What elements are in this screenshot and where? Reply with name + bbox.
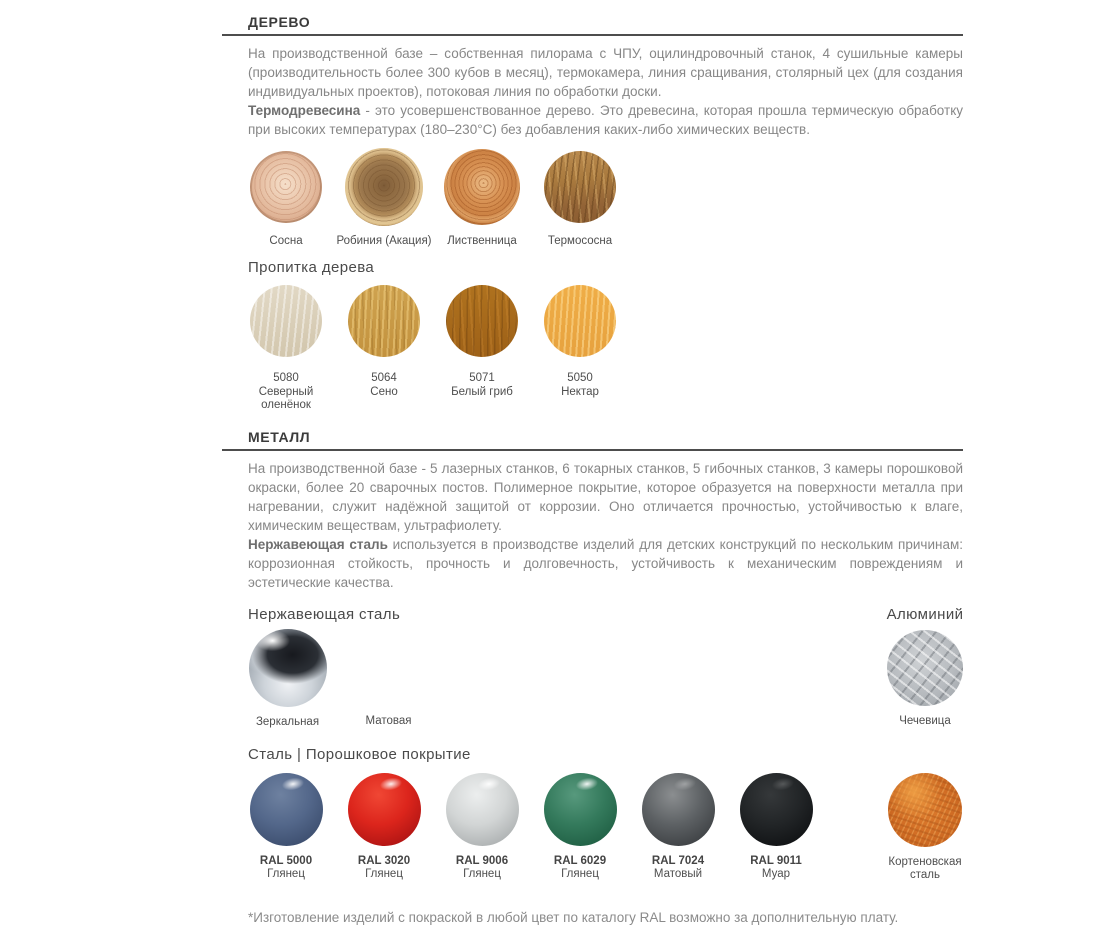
ral-code: RAL 7024 — [651, 854, 705, 867]
robinia-slice-image — [345, 148, 423, 226]
impregnation-swatch-5050 — [531, 285, 629, 413]
stainless-mirror — [237, 629, 338, 729]
metal-section-title: МЕТАЛЛ — [248, 428, 311, 445]
species-thermopine — [531, 151, 629, 223]
swatch-code: 5080 — [273, 372, 299, 384]
ral3020-sphere-image — [348, 773, 421, 846]
powder-swatch-ral7024 — [629, 773, 727, 882]
impregnation-swatch-5080 — [237, 285, 335, 413]
swatch-5080-image — [250, 285, 322, 357]
swatch-5071-image — [446, 285, 518, 357]
metal-section-divider — [222, 449, 963, 451]
swatch-name: Белый гриб — [451, 385, 513, 398]
ral6029-sphere-image — [544, 773, 617, 846]
ral9006-sphere-image — [446, 773, 519, 846]
wood-section-title: ДЕРЕВО — [248, 14, 311, 30]
thermo-lead: Термодревесина — [248, 103, 361, 118]
stainless-matte — [338, 629, 439, 729]
stainless-aluminum-band — [222, 606, 963, 729]
ral-code: RAL 5000 — [259, 854, 313, 867]
ral-finish: Глянец — [267, 868, 305, 880]
wood-thermo-paragraph — [248, 101, 963, 139]
ral5000-sphere-image — [250, 773, 323, 846]
ral-finish: Глянец — [365, 868, 403, 880]
swatch-code: 5064 — [371, 372, 397, 384]
corten-steel-image — [888, 773, 962, 847]
wood-section-divider — [222, 34, 963, 36]
powder-swatch-ral3020 — [335, 773, 433, 882]
corten-label: Кортеновская сталь — [888, 855, 962, 881]
swatch-name: Нектар — [561, 385, 599, 398]
metal-stainless-paragraph — [248, 535, 963, 592]
swatch-name: Сено — [370, 385, 398, 398]
aluminum-column — [872, 606, 978, 728]
ral7024-sphere-image — [642, 773, 715, 846]
powder-swatch-ral5000 — [237, 773, 335, 882]
powder-swatch-ral9006 — [433, 773, 531, 882]
powder-swatch-ral6029 — [531, 773, 629, 882]
matte-sphere-image — [352, 632, 426, 706]
ral-finish: Глянец — [463, 868, 501, 880]
pine-slice-image — [250, 151, 322, 223]
aluminum-label: Чечевица — [899, 714, 951, 727]
wood-intro-paragraph: На производственной базе – собственная пилорама с ЧПУ, оцилиндровочный станок, 4 сушильные камеры (производительность более 300 кубов в месяц), термокамера, линия сращивания, столярный цех (для создания индивидуальных проектов), потоковая линия по обработки доски. — [248, 46, 963, 99]
ral-finish: Глянец — [561, 868, 599, 880]
ral-finish: Муар — [761, 868, 791, 880]
swatch-caption — [561, 372, 599, 399]
impregnation-swatch-5064 — [335, 285, 433, 413]
powder-swatch-ral9011 — [727, 773, 825, 882]
swatch-caption — [451, 372, 513, 399]
stainless-title: Нержавеющая сталь — [248, 605, 401, 623]
mirror-sphere-image — [249, 629, 327, 707]
impregnation-row — [222, 285, 963, 413]
wood-species-row — [222, 140, 963, 234]
swatch-name: Северный оленёнок — [258, 385, 314, 411]
ral-code: RAL 6029 — [553, 854, 607, 867]
metal-intro-paragraph: На производственной базе - 5 лазерных станков, 6 токарных станков, 5 гибочных станков, 3 камеры порошковой окраски, более 20 сварочных постов. Полимерное покрытие, которое образуется на поверхности металла при нагревании, служит надёжной защитой от коррозии. Оно отличается прочностью, устойчивостью к влаге, химическим веществам, ультрафиолету. — [248, 460, 963, 533]
species-label: Сосна — [269, 235, 303, 247]
checkerplate-image — [887, 630, 963, 706]
ral-caption — [750, 855, 802, 882]
stainless-lead: Нержавеющая сталь — [248, 536, 388, 552]
species-label: Лиственница — [447, 235, 517, 247]
metal-section — [222, 429, 963, 925]
ral-caption — [652, 855, 704, 882]
species-larch — [433, 149, 531, 225]
ral-code: RAL 9011 — [750, 854, 802, 867]
ral-caption — [554, 855, 606, 882]
ral9011-sphere-image — [740, 773, 813, 846]
ral-caption — [456, 855, 508, 882]
species-pine — [237, 151, 335, 223]
species-robinia — [335, 148, 433, 226]
swatch-caption — [370, 372, 397, 399]
impregnation-title: Пропитка дерева — [248, 259, 375, 276]
aluminum-title: Алюминий — [886, 605, 964, 623]
wood-section — [222, 14, 963, 413]
ral-code: RAL 9006 — [455, 854, 509, 867]
ral-code: RAL 3020 — [357, 854, 411, 867]
ral-footnote: *Изготовление изделий с покраской в любой цвет по каталогу RAL возможно за дополнительную плату. — [248, 909, 899, 925]
catalog-page — [222, 0, 963, 925]
larch-slice-image — [444, 149, 520, 225]
swatch-code: 5050 — [567, 372, 593, 384]
powder-row — [222, 773, 963, 882]
stainless-text: используется в производстве изделий для детских конструкций по нескольким причинам: коррозионная стойкость, прочность и долговечность, устойчивость к механическим повреждениям и эстетические качества. — [248, 536, 963, 590]
stainless-label: Зеркальная — [255, 715, 320, 728]
corten-column — [872, 773, 978, 883]
swatch-caption — [240, 372, 332, 413]
ral-caption — [260, 855, 312, 882]
swatch-5050-image — [544, 285, 616, 357]
thermo-text: - это усовершенствованное дерево. Это древесина, которая прошла термическую обработку при высоких температурах (180–230°С) без добавления каких-либо химических веществ. — [248, 103, 963, 137]
stainless-label: Матовая — [365, 714, 412, 727]
species-label: Термососна — [547, 235, 613, 247]
stainless-row — [222, 629, 963, 729]
ral-caption — [358, 855, 410, 882]
thermopine-slice-image — [544, 151, 616, 223]
species-label: Робиния (Акация) — [336, 235, 432, 247]
swatch-5064-image — [348, 285, 420, 357]
impregnation-swatch-5071 — [433, 285, 531, 413]
ral-finish: Матовый — [653, 868, 703, 880]
wood-species-labels — [222, 234, 963, 248]
swatch-code: 5071 — [469, 372, 495, 384]
powder-title: Сталь | Порошковое покрытие — [248, 745, 471, 763]
